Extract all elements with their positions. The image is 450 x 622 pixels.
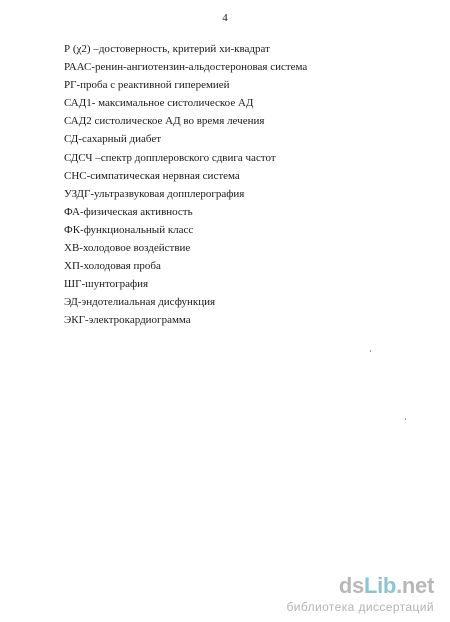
abbreviation-list: [64, 43, 307, 333]
abbreviation-item: СДСЧ –спектр допплеровского сдвига частот: [64, 151, 276, 164]
watermark-logo-ds: ds: [338, 573, 364, 598]
abbreviation-item: ХП-холодовая проба: [64, 260, 161, 273]
abbreviation-item: ФА-физическая активность: [64, 205, 193, 218]
watermark-tagline: библиотека диссертаций: [286, 600, 434, 614]
abbreviation-item: САД2 систолическое АД во время лечения: [64, 115, 265, 128]
abbreviation-item: ФК-функциональный класс: [64, 223, 194, 236]
watermark-logo-lib: Lib: [363, 573, 397, 598]
abbreviation-item: ЭКГ-электрокардиограмма: [64, 314, 191, 327]
scan-speck: [405, 418, 406, 420]
abbreviation-item: РГ-проба с реактивной гиперемией: [64, 79, 230, 92]
watermark: [248, 574, 438, 618]
abbreviation-item: Р (χ2) –достоверность, критерий хи-квадрат: [64, 43, 270, 55]
scan-speck: [370, 350, 371, 352]
abbreviation-item: ХВ-холодовое воздействие: [64, 242, 191, 255]
abbreviation-item: УЗДГ-ультразвуковая допплерография: [64, 187, 245, 200]
abbreviation-item: САД1- максимальное систолическое АД: [64, 97, 254, 110]
page-number: 4: [222, 12, 228, 24]
abbreviation-item: ЭД-эндотелиальная дисфункция: [64, 296, 216, 309]
abbreviation-item: РААС-ренин-ангиотензин-альдостероновая система: [64, 61, 308, 74]
abbreviation-item: СНС-симпатическая нервная система: [64, 169, 240, 182]
abbreviation-item: ШГ-шунтография: [64, 278, 149, 291]
watermark-logo-net: .net: [396, 573, 434, 598]
abbreviation-item: СД-сахарный диабет: [64, 133, 162, 146]
watermark-logo: [339, 574, 434, 598]
